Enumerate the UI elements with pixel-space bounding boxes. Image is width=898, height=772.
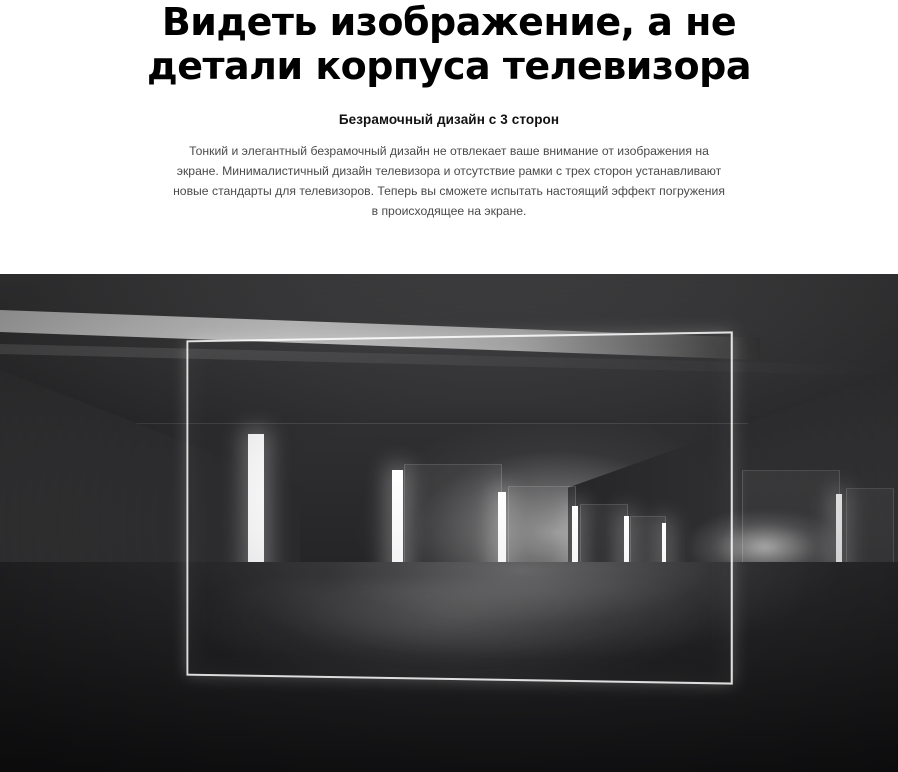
corridor-scene	[0, 274, 898, 772]
hero-subtitle: Безрамочный дизайн с 3 сторон	[338, 112, 560, 127]
hero-copy-block	[0, 0, 898, 221]
page-title: Видеть изображение, а не детали корпуса телевизора	[147, 0, 751, 88]
floor-reflection	[120, 582, 780, 762]
hero-description: Тонкий и элегантный безрамочный дизайн не отвлекает ваше внимание от изображения на экране. Минималистичный дизайн телевизора и отсутствие рамки с трех сторон устанавливают новые стандарты для телевизоров. Теперь вы сможете испытать настоящий эффект погружения в происходящее на экране.	[173, 144, 725, 218]
hero-image	[0, 274, 898, 772]
